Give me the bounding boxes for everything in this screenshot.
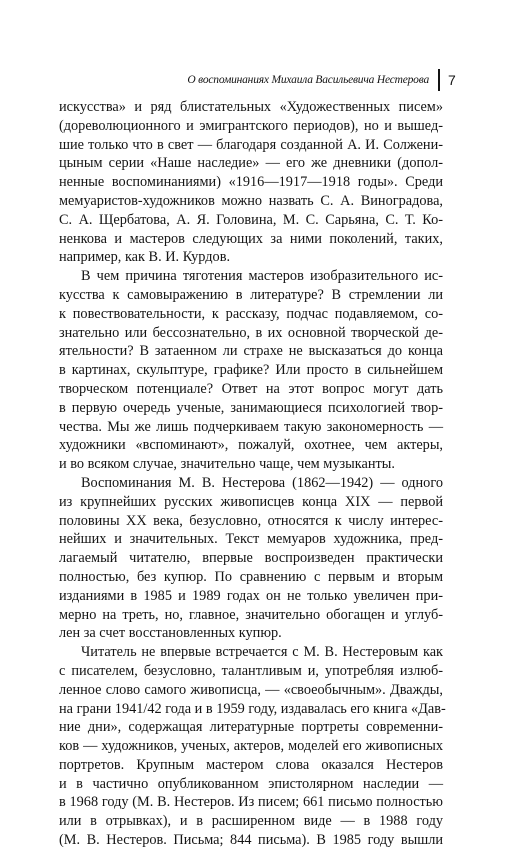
- page-number: 7: [448, 72, 456, 88]
- text-line: лагаемый читателю, впервые воспроизведен практически: [59, 550, 443, 567]
- text-line: полностью, без купюр. По сравнению с первым и вторым: [59, 568, 443, 585]
- text-line: лен за счет восстановленных купюр.: [59, 625, 282, 642]
- body-text: [59, 98, 446, 850]
- paragraph: [59, 267, 443, 474]
- text-line: в 1968 году (М. В. Нестеров. Из писем; 661 письмо полностью: [59, 794, 443, 811]
- text-line: изданиями в 1985 и 1989 годах он не только увеличен при-: [59, 587, 443, 604]
- text-line: С. А. Щербатова, А. Я. Головина, М. С. Сарьяна, С. Т. Ко-: [59, 211, 443, 228]
- text-line: ятельности? В затаенном ли страхе не высказаться до конца: [59, 343, 443, 360]
- header-divider: [438, 69, 440, 91]
- text-line: к повествовательности, к рассказу, подчас подавляемом, со-: [59, 305, 443, 322]
- text-line: шие только что в свет — благодаря созданной А. И. Солжени-: [59, 136, 443, 153]
- text-line: Воспоминания М. В. Нестерова (1862—1942) — одного: [81, 474, 443, 491]
- text-line: кусства к самовыражению в литературе? В стремлении ли: [59, 286, 443, 303]
- text-line: (М. В. Нестеров. Письма; 844 письма). В 1985 году вышли: [59, 832, 443, 849]
- text-line: ленное слово самого живописца, — «своеобычным». Дважды,: [59, 681, 443, 698]
- text-line: ненкова и мастеров следующих за ними поколений, таких,: [59, 230, 443, 247]
- text-line: с писателем, безусловно, талантливым и, употребляя излюб-: [59, 662, 443, 679]
- text-line: творческом потенциале? Ответ на этот вопрос могут дать: [59, 380, 443, 397]
- text-line: (дореволюционного и эмигрантского периодов), но и вышед-: [59, 117, 443, 134]
- text-line: цыным серии «Наше наследие» — его же дневники (допол-: [59, 155, 443, 172]
- text-line: в картинах, скульптуре, графике? Или просто в сильнейшем: [59, 362, 443, 379]
- text-line: и в частично опубликованном эпистолярном наследии —: [59, 775, 443, 792]
- text-line: портретов. Крупным мастером слова оказался Нестеров: [59, 756, 443, 773]
- running-title: О воспоминаниях Михаила Васильевича Нестерова: [187, 74, 429, 86]
- text-line: половины XX века, безусловно, относятся к числу интерес-: [59, 512, 443, 529]
- paragraph: [59, 98, 443, 267]
- text-line: ненные воспоминаниями) «1916—1917—1918 годы». Среди: [59, 174, 443, 191]
- text-line: нейших и значительных. Текст мемуаров художника, пред-: [59, 531, 443, 548]
- text-line: или в отрывках), и в расширенном виде — в 1988 году: [59, 813, 443, 830]
- text-line: мемуаристов-художников можно назвать С. А. Виноградова,: [59, 192, 443, 209]
- text-line: Читатель не впервые встречается с М. В. Нестеровым как: [81, 644, 443, 661]
- paragraph: [59, 643, 446, 850]
- text-line: в первую очередь ученые, занимающиеся психологией твор-: [59, 399, 443, 416]
- text-line: ков — художников, ученых, актеров, моделей его живописных: [59, 738, 443, 755]
- text-line: например, как В. И. Курдов.: [59, 249, 231, 266]
- text-line: ние дни», содержащая литературные портреты современни-: [59, 719, 443, 736]
- text-line: знательно или бессознательно, в их основной творческой де-: [59, 324, 443, 341]
- text-line: искусства» и ряд блистательных «Художественных писем»: [59, 99, 443, 115]
- paragraph: [59, 474, 443, 643]
- text-line: чества. Мы же лишь подчеркиваем такую закономерность —: [59, 418, 443, 435]
- text-line: мерно на треть, но, главное, значительно обогащен и углуб-: [59, 606, 443, 623]
- text-line: и во всяком случае, значительно чаще, чем музыканты.: [59, 456, 395, 473]
- text-line: из крупнейших русских живописцев конца XIX — первой: [59, 493, 443, 510]
- text-line: на грани 1941/42 года и в 1959 году, издавалась его книга «Дав-: [59, 700, 446, 717]
- text-line: В чем причина тяготения мастеров изобразительного ис-: [81, 268, 443, 285]
- text-line: художники «вспоминают», пожалуй, охотнее, чем актеры,: [59, 437, 443, 454]
